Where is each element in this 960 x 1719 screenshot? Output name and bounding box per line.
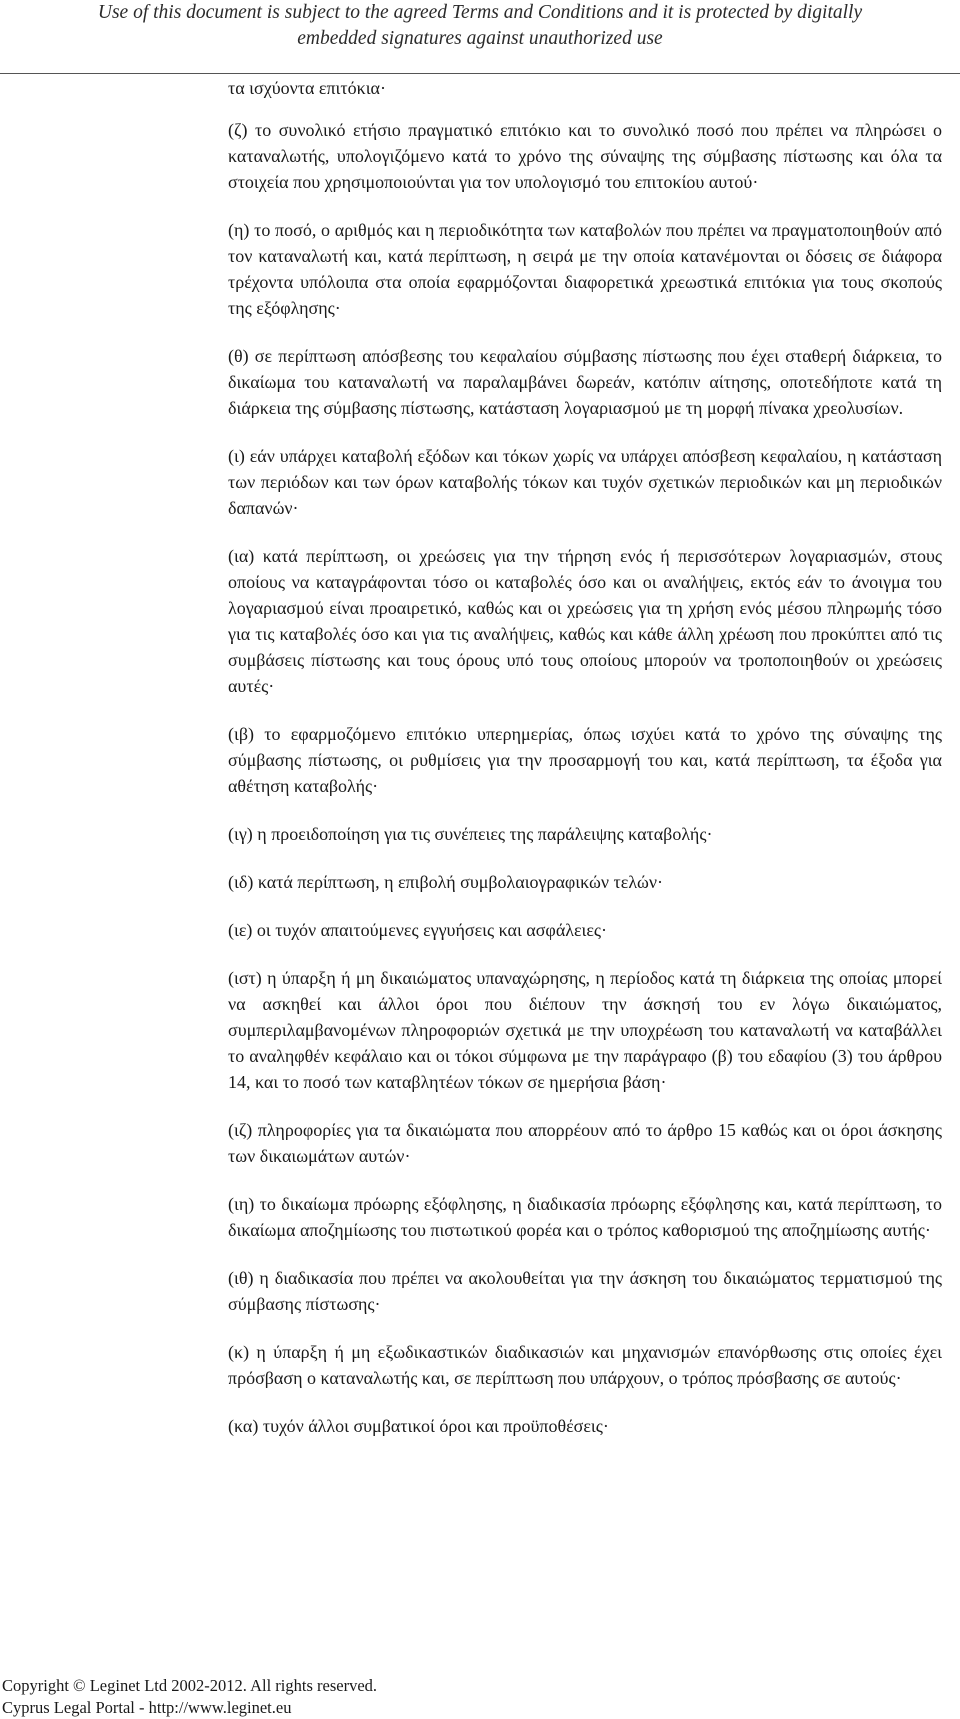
footer-copyright: Copyright © Leginet Ltd 2002-2012. All rights reserved. [2, 1676, 378, 1695]
paragraph-id: (ιδ) κατά περίπτωση, η επιβολή συμβολαιογραφικών τελών· [228, 872, 664, 892]
paragraph-th: (θ) σε περίπτωση απόσβεσης του κεφαλαίου σύμβασης πίστωσης που έχει σταθερή διάρκεια, το δικαίωμα του καταναλωτή να παραλαμβάνει δωρεάν, κατόπιν αίτησης, οποτεδήποτε κατά τη διάρκεια της σύμβασης πίστωσης, κατάσταση λογαριασμού με τη μορφή πίνακα χρεολυσίων. [228, 346, 942, 418]
paragraph-ist: (ιστ) η ύπαρξη ή μη δικαιώματος υπαναχώρησης, η περίοδος κατά τη διάρκεια της οποίας μπορεί να ασκηθεί και άλλοι όροι που διέπουν την άσκησή του εν λόγω δικαιώματος, συμπεριλαμβανομένων πληροφοριών σχετικά με την υποχρέωση του καταναλωτή να καταβάλλει το αναληφθέν κεφάλαιο και οι τόκοι σύμφωνα με την παράγραφο (β) του εδαφίου (3) του άρθρου 14, και το ποσό των καταβλητέων τόκων σε ημερήσια βάση· [228, 968, 942, 1092]
paragraph-k: (κ) η ύπαρξη ή μη εξωδικαστικών διαδικασιών και μηχανισμών επανόρθωσης στις οποίες έχει πρόσβαση ο καταναλωτής και, σε περίπτωση που υπάρχουν, ο τρόπος πρόσβασης σε αυτούς· [228, 1342, 942, 1388]
document-header [0, 0, 960, 74]
paragraph-iz: (ιζ) πληροφορίες για τα δικαιώματα που απορρέουν από το άρθρο 15 καθώς και οι όροι άσκησης των δικαιωμάτων αυτών· [228, 1120, 942, 1166]
header-notice-line-1: Use of this document is subject to the agreed Terms and Conditions and it is protected by digitally [97, 2, 863, 23]
paragraph-ia: (ια) κατά περίπτωση, οι χρεώσεις για την τήρηση ενός ή περισσότερων λογαριασμών, στους οποίους να καταγράφονται τόσο οι καταβολές όσο και οι αναλήψεις, εκτός εάν το άνοιγμα του λογαριασμού είναι προαιρετικό, καθώς και οι χρεώσεις για τη χρήση ενός μέσου πληρωμής τόσο για τις καταβολές όσο και για τις αναλήψεις, καθώς και κάθε άλλη χρέωση που προκύπτει από τις συμβάσεις πίστωσης και τους όρους υπό τους οποίους μπορούν να τροποποιηθούν οι χρεώσεις αυτές· [228, 546, 942, 696]
paragraph-ii: (ιη) το δικαίωμα πρόωρης εξόφλησης, η διαδικασία πρόωρης εξόφλησης και, κατά περίπτωση, το δικαίωμα αποζημίωσης του πιστωτικού φορέα και ο τρόπος καθορισμού της αποζημίωσης αυτής· [228, 1194, 942, 1240]
document-footer [2, 1675, 377, 1719]
paragraph-i: (η) το ποσό, ο αριθμός και η περιοδικότητα των καταβολών που πρέπει να πραγματοποιηθούν από τον καταναλωτή και, κατά περίπτωση, η σειρά με την οποία κατανέμονται οι δόσεις σε διάφορα τρέχοντα υπόλοιπα στα οποία εφαρμόζονται διαφορετικά χρεωστικά επιτόκια για τους σκοπούς της εξόφλησης· [228, 220, 942, 318]
paragraph-ie: (ιε) οι τυχόν απαιτούμενες εγγυήσεις και ασφάλειες· [228, 920, 608, 940]
paragraph-ib: (ιβ) το εφαρμοζόμενο επιτόκιο υπερημερίας, όπως ισχύει κατά το χρόνο της σύναψης της σύμβασης πίστωσης, οι ρυθμίσεις για την προσαρμογή του και, κατά περίπτωση, τα έξοδα για αθέτηση καταβολής· [228, 724, 942, 796]
paragraph-iota: (ι) εάν υπάρχει καταβολή εξόδων και τόκων χωρίς να υπάρχει απόσβεση κεφαλαίου, η κατάσταση των περιόδων και των όρων καταβολής τόκων και τυχόν σχετικών περιοδικών και μη περιοδικών δαπανών· [228, 446, 942, 518]
paragraph-ith: (ιθ) η διαδικασία που πρέπει να ακολουθείται για την άσκηση του δικαιώματος τερματισμού της σύμβασης πίστωσης· [228, 1268, 942, 1314]
document-body [228, 75, 942, 1461]
header-notice-line-2: embedded signatures against unauthorized use [297, 28, 663, 49]
paragraph-ig: (ιγ) η προειδοποίηση για τις συνέπειες της παράλειψης καταβολής· [228, 824, 713, 844]
footer-portal-link: Cyprus Legal Portal - http://www.leginet.eu [2, 1698, 292, 1717]
paragraph-rates-ending: τα ισχύοντα επιτόκια· [228, 78, 386, 98]
paragraph-ka: (κα) τυχόν άλλοι συμβατικοί όροι και προϋποθέσεις· [228, 1416, 609, 1436]
paragraph-z: (ζ) το συνολικό ετήσιο πραγματικό επιτόκιο και το συνολικό ποσό που πρέπει να πληρώσει ο καταναλωτής, υπολογιζόμενο κατά το χρόνο της σύναψης της σύμβασης πίστωσης και όλα τα στοιχεία που χρησιμοποιούνται για τον υπολογισμό του επιτοκίου αυτού· [228, 120, 942, 192]
